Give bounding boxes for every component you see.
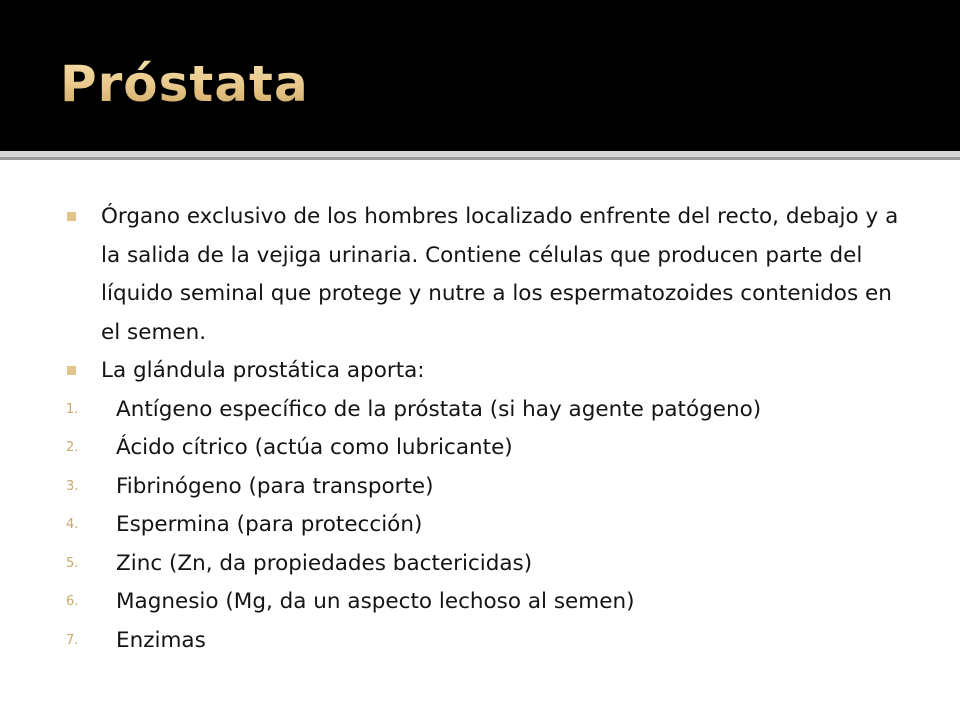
bullet-item — [0, 352, 960, 391]
numbered-item — [0, 506, 960, 545]
item-number: 2. — [66, 440, 79, 455]
square-bullet-icon — [67, 212, 76, 221]
numbered-item — [0, 583, 960, 622]
bullet-item — [0, 198, 960, 352]
numbered-item — [0, 545, 960, 584]
numbered-item-text: Enzimas — [116, 627, 206, 653]
item-number: 5. — [66, 555, 79, 571]
numbered-item — [0, 429, 960, 468]
body-list — [0, 198, 960, 660]
bullet-text: Órgano exclusivo de los hombres localizado enfrente del recto, debajo y a la salida de la vejiga urinaria. Contiene células que producen parte del líquido seminal que protege y nutre a los espermatozoides contenidos en el semen. — [101, 204, 899, 345]
numbered-item — [0, 391, 960, 430]
numbered-item — [0, 622, 960, 661]
slide-content — [0, 160, 960, 720]
numbered-item-text: Espermina (para protección) — [116, 512, 423, 537]
item-number: 1. — [66, 401, 79, 417]
square-bullet-icon — [67, 366, 76, 375]
numbered-item-text: Ácido cítrico (actúa como lubricante) — [116, 435, 513, 460]
numbered-item — [0, 468, 960, 507]
title-band — [0, 0, 960, 150]
item-number: 3. — [66, 478, 79, 494]
slide-title: Próstata — [60, 46, 309, 122]
numbered-item-text: Magnesio (Mg, da un aspecto lechoso al semen) — [116, 589, 635, 614]
item-number: 4. — [66, 517, 79, 532]
numbered-item-text: Antígeno específico de la próstata (si hay agente patógeno) — [116, 396, 762, 422]
numbered-item-text: Zinc (Zn, da propiedades bactericidas) — [116, 550, 533, 576]
item-number: 7. — [66, 632, 79, 648]
bullet-text: La glándula prostática aporta: — [101, 358, 425, 383]
numbered-item-text: Fibrinógeno (para transporte) — [116, 473, 434, 499]
item-number: 6. — [66, 594, 79, 609]
